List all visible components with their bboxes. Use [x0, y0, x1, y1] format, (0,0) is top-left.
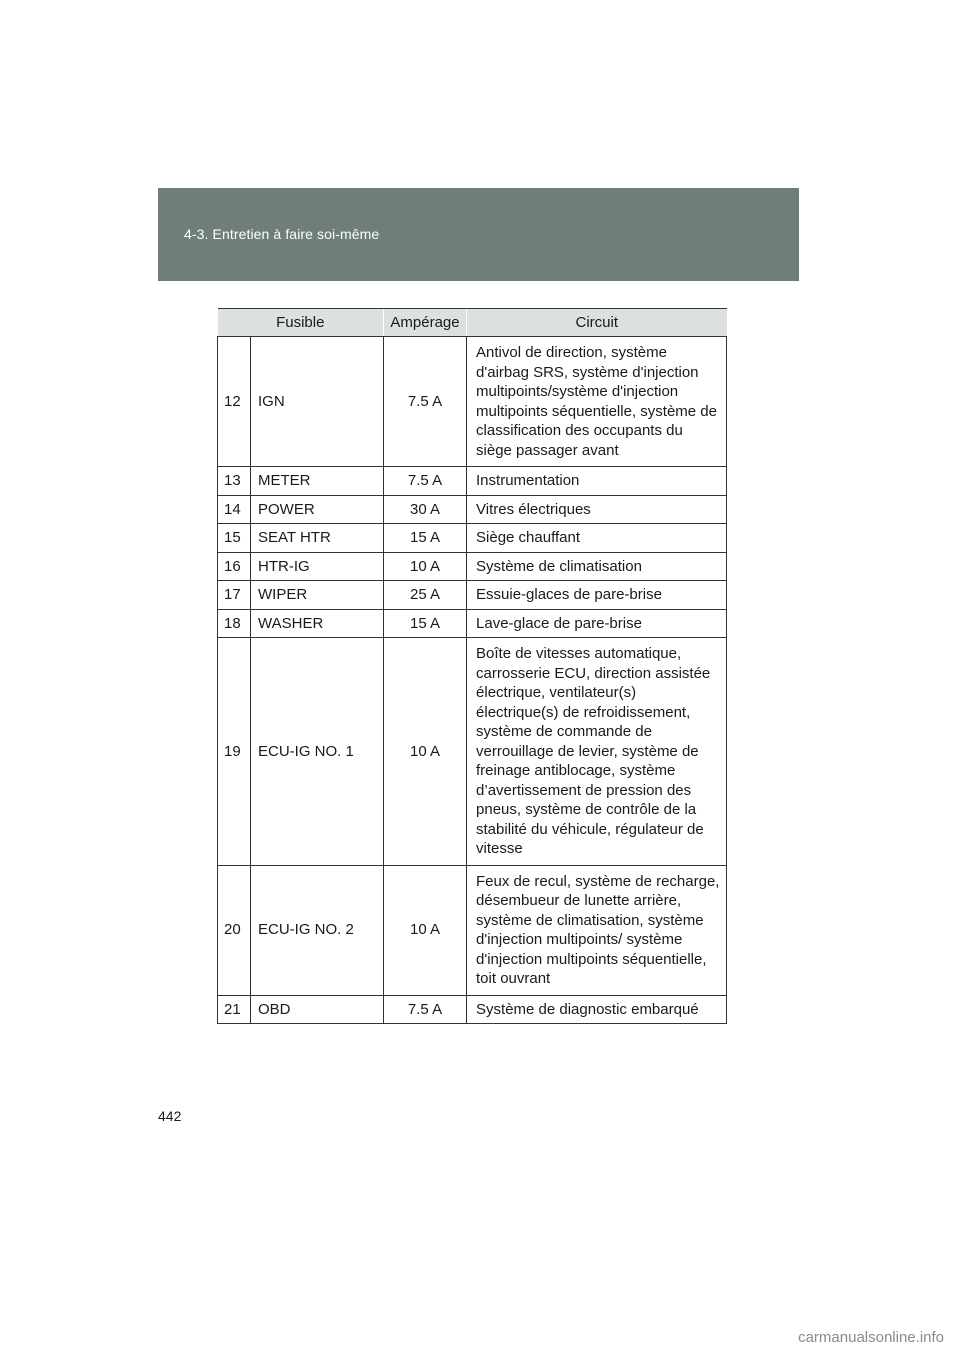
- fuse-amperage: 15 A: [384, 609, 467, 638]
- column-header-amperage: Ampérage: [384, 309, 467, 337]
- fuse-name: WIPER: [251, 581, 384, 610]
- fuse-number: 16: [218, 552, 251, 581]
- fuse-name: HTR-IG: [251, 552, 384, 581]
- fuse-circuit: Vitres électriques: [467, 495, 727, 524]
- fuse-number: 12: [218, 337, 251, 467]
- fuse-circuit: Système de diagnostic embarqué: [467, 995, 727, 1024]
- watermark: carmanualsonline.info: [798, 1329, 944, 1346]
- fuse-circuit: Boîte de vitesses automatique, carrosserie ECU, direction assistée électrique, ventilateur(s) électrique(s) de refroidissement, système de commande de verrouillage de levier, système de freinage antiblocage, système d’avertissement de pression des pneus, système de contrôle de la stabilité du véhicule, régulateur de vitesse: [467, 638, 727, 866]
- fuse-amperage: 7.5 A: [384, 995, 467, 1024]
- table-row: [218, 995, 727, 1024]
- fuse-circuit: Feux de recul, système de recharge, désembueur de lunette arrière, système de climatisation, système d'injection multipoints/ système d'injection multipoints séquentielle, toit ouvrant: [467, 865, 727, 995]
- table-row: [218, 524, 727, 553]
- table-body: [218, 337, 727, 1024]
- fuse-number: 13: [218, 467, 251, 496]
- fuse-circuit: Système de climatisation: [467, 552, 727, 581]
- section-title: 4-3. Entretien à faire soi-même: [184, 226, 380, 242]
- fuse-number: 17: [218, 581, 251, 610]
- table-row: [218, 337, 727, 467]
- fuse-name: ECU-IG NO. 2: [251, 865, 384, 995]
- fuse-amperage: 10 A: [384, 865, 467, 995]
- fuse-amperage: 25 A: [384, 581, 467, 610]
- page-number: 442: [158, 1108, 182, 1124]
- fuse-name: POWER: [251, 495, 384, 524]
- column-header-circuit: Circuit: [467, 309, 727, 337]
- fuse-table: [217, 308, 727, 1024]
- fuse-amperage: 7.5 A: [384, 467, 467, 496]
- fuse-name: WASHER: [251, 609, 384, 638]
- fuse-amperage: 7.5 A: [384, 337, 467, 467]
- fuse-number: 18: [218, 609, 251, 638]
- fuse-amperage: 30 A: [384, 495, 467, 524]
- table-row: [218, 495, 727, 524]
- fuse-number: 15: [218, 524, 251, 553]
- column-header-fusible: Fusible: [218, 309, 384, 337]
- fuse-amperage: 10 A: [384, 638, 467, 866]
- table-row: [218, 609, 727, 638]
- section-header: [158, 188, 799, 281]
- fuse-number: 20: [218, 865, 251, 995]
- table-row: [218, 638, 727, 866]
- fuse-name: IGN: [251, 337, 384, 467]
- fuse-amperage: 15 A: [384, 524, 467, 553]
- table-header-row: [218, 309, 727, 337]
- fuse-circuit: Lave-glace de pare-brise: [467, 609, 727, 638]
- fuse-circuit: Essuie-glaces de pare-brise: [467, 581, 727, 610]
- fuse-name: ECU-IG NO. 1: [251, 638, 384, 866]
- fuse-circuit: Instrumentation: [467, 467, 727, 496]
- fuse-amperage: 10 A: [384, 552, 467, 581]
- fuse-name: METER: [251, 467, 384, 496]
- table-row: [218, 467, 727, 496]
- fuse-number: 19: [218, 638, 251, 866]
- fuse-name: OBD: [251, 995, 384, 1024]
- fuse-number: 14: [218, 495, 251, 524]
- fuse-name: SEAT HTR: [251, 524, 384, 553]
- fuse-number: 21: [218, 995, 251, 1024]
- table-row: [218, 581, 727, 610]
- table-row: [218, 552, 727, 581]
- fuse-circuit: Antivol de direction, système d'airbag SRS, système d'injection multipoints/système d'injection multipoints séquentielle, système de classification des occupants du siège passager avant: [467, 337, 727, 467]
- table-row: [218, 865, 727, 995]
- fuse-circuit: Siège chauffant: [467, 524, 727, 553]
